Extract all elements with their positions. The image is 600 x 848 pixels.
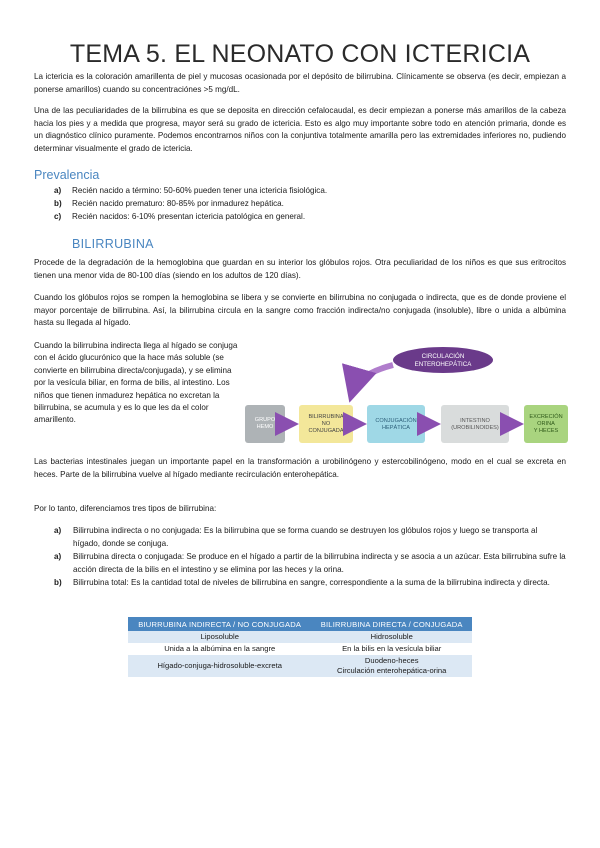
table-row: [128, 643, 472, 655]
list-marker: b): [54, 578, 62, 587]
table-cell: Unida a la albúmina en la sangre: [164, 644, 276, 653]
bilirrubina-type-indirecta: [54, 525, 566, 550]
list-item-text: Recién nacidos: 6-10% presentan ictericia patológica en general.: [72, 212, 306, 221]
bilirrubina-paragraph-4: Por lo tanto, diferenciamos tres tipos de bilirrubina:: [34, 504, 217, 513]
list-marker: a): [54, 186, 62, 195]
box-label: Y HECES: [533, 428, 559, 434]
table-header-indirecta: BIURRUBINA INDIRECTA / NO CONJUGADA: [128, 617, 311, 631]
table-header-directa: BILIRRUBINA DIRECTA / CONJUGADA: [311, 617, 472, 631]
box-label: GRUPO: [254, 417, 276, 423]
table-cell: Hidrosoluble: [311, 631, 472, 643]
box-label: HEMO: [256, 424, 274, 430]
badge-label-2: ENTEROHEPÁTICA: [414, 361, 472, 368]
prevalencia-item-b: [54, 198, 566, 211]
table-cell: [311, 655, 472, 677]
list-item-text: Bilirrubina total: Es la cantidad total de niveles de bilirrubina en sangre, correspondiente a la suma de la bilirrubina indirecta y directa.: [73, 578, 550, 587]
intro-paragraph-2: Una de las peculiaridades de la bilirrubina es que se deposita en dirección cefalocaudal, es decir empiezan a ponerse más amarillos de la cabeza hacia los pies y a medida que progresa, mayor será su grado de ictericia. Esto es algo muy importante sobre todo en atención primaria, donde es un diagnóstico clínico puramente. Podemos encontrarnos niños con la conjuntiva totalmente amarilla pero las extremidades inferiores no, pudiendo determinar visualmente el grado de ictericia.: [34, 106, 566, 153]
list-item-text: Recién nacido prematuro: 80-85% por inmadurez hepática.: [72, 199, 284, 208]
bilirrubina-side-paragraph: Cuando la bilirrubina indirecta llega al hígado se conjuga con el ácido glucurónico que la hace más soluble (se convierte en bilirrubina directa/conjugada), y se elimina por la vesícula biliar, en forma de bilis, al intestino. Los niños que tienen inmadurez hepática no excretan la bilirrubina, se acumula y es lo que les da el color amarillento.: [34, 341, 238, 425]
box-conjugacion-hepatica: [367, 405, 425, 443]
bilirrubina-paragraph-1: Procede de la degradación de la hemoglobina que guardan en su interior los glóbulos rojos. Otra peculiaridad de los niños es que sus eritrocitos tienen una menor vida de 80-100 días (siendo en los adultos de 120 días).: [34, 258, 566, 280]
list-item-text: Bilirrubina indirecta o no conjugada: Es la bilirrubina que se forma cuando se destruyen los glóbulos rojos y luego se transporta al hígado, donde se conjuga.: [73, 526, 538, 548]
table-row: [128, 631, 472, 643]
prevalencia-item-a: [54, 185, 566, 198]
table-cell-line: Circulación enterohepática-orina: [337, 666, 447, 675]
list-marker: a): [54, 552, 62, 561]
bilirrubina-paragraph-3: Las bacterias intestinales juegan un importante papel en la transformación a urobilinógeno y estercobilinógeno, modo en el cual se excreta en heces. Parte de la bilirrubina vuelve al hígado mediante recirculación enterohepática.: [34, 457, 566, 479]
box-label: CONJUGADA: [308, 428, 344, 434]
circulacion-badge: [393, 347, 493, 373]
list-marker: b): [54, 199, 62, 208]
bilirrubina-type-total: [54, 577, 566, 590]
box-label: CONJUGACIÓN: [375, 418, 417, 424]
box-label: INTESTINO: [460, 418, 490, 424]
list-item-text: Recién nacido a término: 50-60% pueden tener una ictericia fisiológica.: [72, 186, 328, 195]
list-marker: c): [54, 212, 62, 221]
bilirrubina-paragraph-2: Cuando los glóbulos rojos se rompen la hemoglobina se libera y se convierte en bilirrubina no conjugada o indirecta, que es de donde proviene el mayor porcentaje de bilirrubina. Así, la bilirrubina circula en la sangre como fracción indirecta/no conjugada (insoluble), libre o unida a albúmina hasta su llegada al hígado.: [34, 293, 566, 327]
recirculation-arrow: [351, 365, 393, 397]
table-cell-line: Duodeno-heces: [364, 656, 419, 665]
box-label: EXCRECIÓN: [529, 414, 563, 420]
list-marker: a): [54, 526, 62, 535]
box-label: NO: [321, 421, 331, 427]
list-item-text: Bilirrubina directa o conjugada: Se produce en el hígado a partir de la bilirrubina indirecta y se asocia a un azúcar. Esta bilirrubina sufre la acción directa de la bilis en el intestino y se elimina por las heces y la orina.: [73, 552, 566, 574]
badge-label-1: CIRCULACIÓN: [421, 353, 465, 360]
box-label: (UROBILINOIDES): [451, 425, 499, 431]
enterohepatic-diagram: [243, 345, 571, 450]
box-label: HEPÁTICA: [382, 425, 410, 431]
prevalencia-heading: Prevalencia: [34, 168, 100, 182]
table-row: [128, 655, 472, 677]
box-intestino: [441, 405, 509, 443]
bilirrubina-type-directa: [54, 551, 566, 576]
table-cell: En la bilis en la vesícula biliar: [342, 644, 442, 653]
table-header-row: [128, 617, 472, 631]
bilirrubina-heading: BILIRRUBINA: [72, 237, 154, 251]
prevalencia-item-c: [54, 211, 566, 224]
box-label: BILIRRUBINA: [308, 414, 344, 420]
table-cell: Liposoluble: [128, 631, 311, 643]
table-cell: Hígado-conjuga-hidrosoluble-excreta: [128, 655, 311, 677]
box-label: ORINA: [537, 421, 555, 427]
intro-paragraph-1: La ictericia es la coloración amarillenta de piel y mucosas ocasionada por el depósito de bilirrubina. Clínicamente se observa (es decir, empiezan a ponerse amarillos) cuando su concentraciónes >5 mg/dL.: [34, 72, 566, 94]
page-title: TEMA 5. EL NEONATO CON ICTERICIA: [69, 40, 531, 68]
bilirrubina-comparison-table: [128, 617, 472, 677]
